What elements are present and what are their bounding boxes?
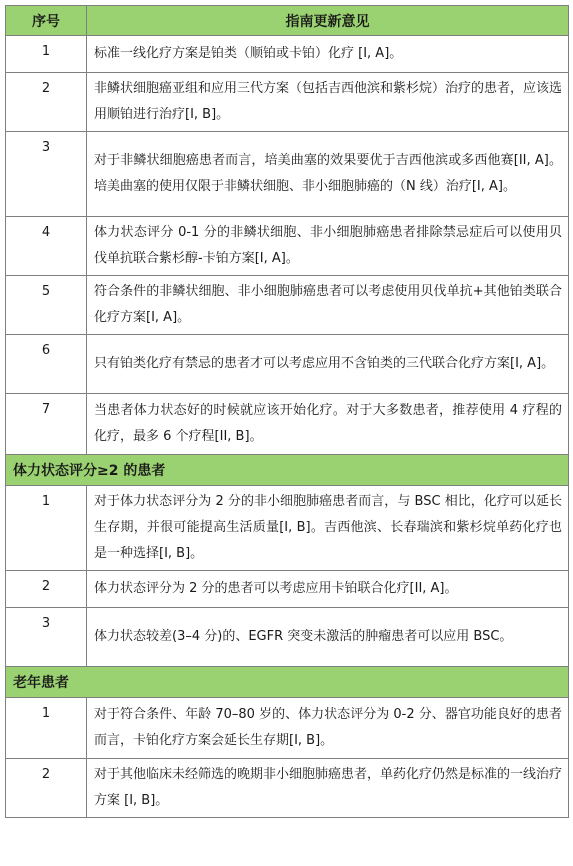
row-number: 3 (6, 608, 87, 667)
section-title: 老年患者 (6, 667, 569, 698)
row-text: 体力状态评分为 2 分的患者可以考虑应用卡铂联合化疗[II, A]。 (87, 571, 569, 608)
row-number: 4 (6, 217, 87, 276)
header-opinion: 指南更新意见 (87, 6, 569, 36)
table-row (6, 335, 569, 394)
row-text: 只有铂类化疗有禁忌的患者才可以考虑应用不含铂类的三代联合化疗方案[I, A]。 (87, 335, 569, 394)
table-row (6, 608, 569, 667)
table-row (6, 217, 569, 276)
row-number: 1 (6, 698, 87, 759)
row-text: 标准一线化疗方案是铂类（顺铂或卡铂）化疗 [I, A]。 (87, 36, 569, 73)
row-text: 对于其他临床未经筛选的晚期非小细胞肺癌患者，单药化疗仍然是标准的一线治疗方案 [I, B]。 (87, 759, 569, 818)
row-text: 体力状态较差(3–4 分)的、EGFR 突变未激活的肿瘤患者可以应用 BSC。 (87, 608, 569, 667)
row-number: 2 (6, 571, 87, 608)
row-text: 对于符合条件、年龄 70–80 岁的、体力状态评分为 0-2 分、器官功能良好的患者而言，卡铂化疗方案会延长生存期[I, B]。 (87, 698, 569, 759)
table-row (6, 698, 569, 759)
row-number: 2 (6, 759, 87, 818)
row-text: 当患者体力状态好的时候就应该开始化疗。对于大多数患者，推荐使用 4 疗程的化疗，最多 6 个疗程[II, B]。 (87, 394, 569, 455)
table-row (6, 486, 569, 571)
row-text: 对于体力状态评分为 2 分的非小细胞肺癌患者而言，与 BSC 相比，化疗可以延长生存期，并很可能提高生活质量[I, B]。吉西他滨、长春瑞滨和紫杉烷单药化疗也是一种选择[I, B]。 (87, 486, 569, 571)
row-text: 对于非鳞状细胞癌患者而言，培美曲塞的效果要优于吉西他滨或多西他赛[II, A]。培美曲塞的使用仅限于非鳞状细胞、非小细胞肺癌的（N 线）治疗[I, A]。 (87, 132, 569, 217)
table-row (6, 394, 569, 455)
table-row (6, 36, 569, 73)
row-text: 符合条件的非鳞状细胞、非小细胞肺癌患者可以考虑使用贝伐单抗+其他铂类联合化疗方案[I, A]。 (87, 276, 569, 335)
guideline-table (5, 5, 569, 818)
section-title: 体力状态评分≥2 的患者 (6, 455, 569, 486)
row-number: 1 (6, 36, 87, 73)
section-header-ps2 (6, 455, 569, 486)
row-number: 5 (6, 276, 87, 335)
row-text: 体力状态评分 0-1 分的非鳞状细胞、非小细胞肺癌患者排除禁忌症后可以使用贝伐单抗联合紫杉醇-卡铂方案[I, A]。 (87, 217, 569, 276)
row-number: 2 (6, 73, 87, 132)
table-row (6, 73, 569, 132)
section-header-elderly (6, 667, 569, 698)
row-number: 1 (6, 486, 87, 571)
table-header (6, 6, 569, 36)
table-row (6, 759, 569, 818)
table-row (6, 276, 569, 335)
table-row (6, 571, 569, 608)
row-text: 非鳞状细胞癌亚组和应用三代方案（包括吉西他滨和紫杉烷）治疗的患者，应该选用顺铂进行治疗[I, B]。 (87, 73, 569, 132)
row-number: 7 (6, 394, 87, 455)
row-number: 6 (6, 335, 87, 394)
table-row (6, 132, 569, 217)
header-no: 序号 (6, 6, 87, 36)
row-number: 3 (6, 132, 87, 217)
